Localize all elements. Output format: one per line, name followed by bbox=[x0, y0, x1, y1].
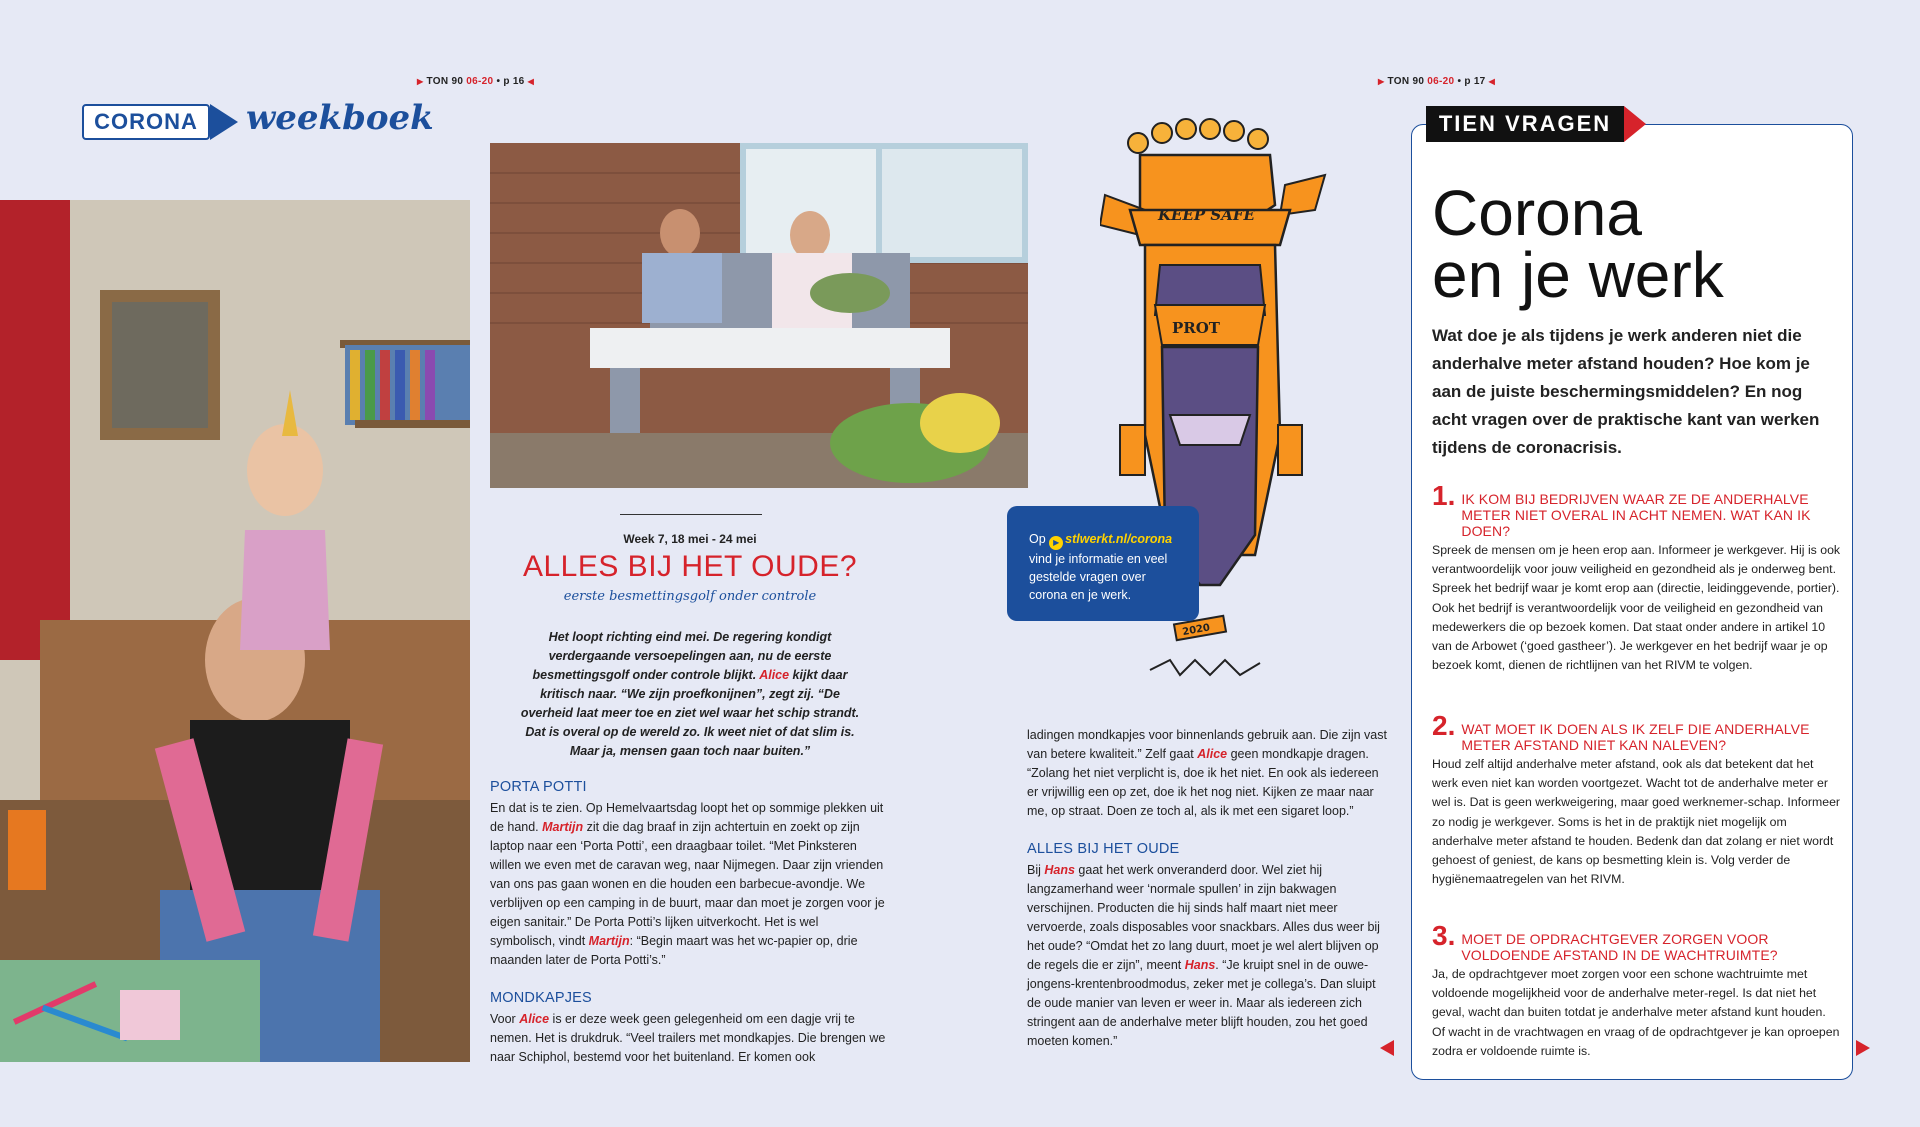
folio-left-arrow-icon: ▶ bbox=[417, 77, 424, 86]
section-script-title: weekboek bbox=[246, 98, 434, 138]
article-column-1 bbox=[490, 778, 886, 1067]
question-3: 3. MOET DE OPDRACHTGEVER ZORGEN VOOR VOLDOENDE AFSTAND IN DE WACHTRUIMTE? Ja, de opdrachtgever moet zorgen voor een schone wachtruimte met voldoende mogelijkheid voor de anderhalve meter-regel. Is dat niet het geval, wacht dan buiten totdat je anderhalve meter afstand kunt houden. Of wacht in de vrachtwagen en vraag of de opdrachtgever je kan oproepen zodra er voldoende ruimte is. bbox=[1432, 920, 1840, 1058]
play-icon: ▶ bbox=[1049, 536, 1063, 550]
paragraph-mondkapjes-cont: ladingen mondkapjes voor binnenlands gebruik aan. Die zijn vast van betere kwaliteit.” Zelf gaat Alice geen mondkapje dragen. “Zolang het niet verplicht is, doe ik het niet. En ook als iedereen er vrijwillig een op zet, doe ik het nog niet. Kijken ze maar naar me, op straat. Doen ze toch al, als ik met een sigaret loop.” bbox=[1027, 728, 1387, 818]
info-box: Op ▶ stlwerkt.nl/corona vind je informatie en veel gestelde vragen over corona en je werk. bbox=[1007, 506, 1199, 621]
info-link[interactable]: stlwerkt.nl/corona bbox=[1065, 532, 1173, 546]
folio-left: ▶ TON 90 06-20 • p 16 ◀ bbox=[417, 76, 535, 87]
folio-right: ▶ TON 90 06-20 • p 17 ◀ bbox=[1378, 76, 1496, 87]
article-headline: ALLES BIJ HET OUDE? bbox=[522, 550, 858, 583]
question-2: 2. WAT MOET IK DOEN ALS IK ZELF DIE ANDERHALVE METER AFSTAND NIET KAN NALEVEN? Houd zelf altijd anderhalve meter afstand, ook als dat betekent dat het werk even niet kan worden voortgezet. Wacht tot de anderhalve meter er wel is. Dat is geen werkweigering, maar goed werknemer-schap. Informeer zo nodig je werkgever. Soms is het in de praktijk niet mogelijk om anderhalve meter afstand te houden. Bedenk dan dat zolang er niet wordt gehoest of geniest, de kans op besmetting klein is. Volg verder de hygiënemaatregelen van het RIVM. bbox=[1432, 710, 1841, 887]
article-intro: Het loopt richting eind mei. De regering kondigt verdergaande versoepelingen aan, nu de eerste besmettingsgolf onder controle blijkt. Alice kijkt daar kritisch naar. “We zijn proefkonijnen”, zegt zij. “De overheid laat meer toe en ziet wel waar het schip strandt. Dat is overal op de wereld zo. Ik weet niet of dat slim is. Maar ja, mensen gaan toch naar buiten.” bbox=[520, 630, 860, 758]
article-rule bbox=[620, 514, 762, 515]
tien-vragen-arrow-icon bbox=[1624, 106, 1646, 142]
section-tag-arrow-icon bbox=[210, 104, 238, 140]
paragraph-mondkapjes: Voor Alice is er deze week geen gelegenheid om een dagje vrij te nemen. Het is drukdruk. “Veel trailers met mondkapjes. Die brengen we naar Schiphol, bestemd voor het buitenland. Er komen ook bbox=[490, 1012, 886, 1064]
paragraph-alles-bij-het-oude: Bij Hans gaat het werk onveranderd door. Wel ziet hij langzamerhand weer ‘normale spullen’ in zijn bakwagen verschijnen. Producten die hij sinds half maart niet meer vervoerde, zoals disposables voor snackbars. Alles dus weer bij het oude? “Omdat het zo lang duurt, moet je wel alert blijven op de regels die er zijn”, meent Hans. “Je kruipt snel in de ouwe-jongens-krentenbroodmodus, zeker met je collega’s. Dan sluipt de oude manier van leven er weer in. Maar als iedereen zich stringent aan de anderhalve meter blijft houden, zou het goed moeten komen.” bbox=[1027, 863, 1380, 1048]
article-column-2 bbox=[1027, 726, 1387, 1051]
article-week: Week 7, 18 mei - 24 mei bbox=[623, 532, 757, 546]
prev-page-arrow-icon[interactable] bbox=[1380, 1040, 1394, 1056]
tien-vragen-tag: TIEN VRAGEN bbox=[1426, 106, 1624, 142]
article-subhead: eerste besmettingsgolf onder controle bbox=[563, 589, 817, 604]
folio-right-arrow-icon: ▶ bbox=[1378, 77, 1385, 86]
right-lead: Wat doe je als tijdens je werk anderen niet die anderhalve meter afstand houden? Hoe kom je aan de juiste beschermingsmiddelen? En nog acht vragen over de praktische kant van werken tijdens de coronacrisis. bbox=[1432, 326, 1820, 457]
section-heading-porta-potti: PORTA POTTI bbox=[490, 779, 587, 795]
section-tag: CORONA bbox=[82, 104, 210, 140]
year-badge-text: 2020 bbox=[1181, 622, 1211, 639]
keep-safe-banner-text: KEEP SAFE bbox=[1158, 206, 1255, 224]
family-portrait-photo bbox=[0, 200, 470, 1062]
garden-couple-photo bbox=[490, 143, 1028, 488]
section-heading-mondkapjes: MONDKAPJES bbox=[490, 990, 592, 1006]
next-page-arrow-icon[interactable] bbox=[1856, 1040, 1870, 1056]
shield-label-text: PROT bbox=[1172, 319, 1220, 337]
question-1: 1. IK KOM BIJ BEDRIJVEN WAAR ZE DE ANDERHALVE METER NIET OVERAL IN ACHT NEMEN. WAT KAN IK DOEN? Spreek de mensen om je heen erop aan. Informeer je werkgever. Hij is ook verantwoordelijk voor jouw veiligheid en gezondheid als je onderweg bent. Spreek het bedrijf waar je komt erop aan (directie, leidinggevende, portier). Ook het bedrijf is verantwoordelijk voor de veiligheid en gezondheid van medewerkers die op bezoek komen. Dat staat onder andere in artikel 10 van de Arbowet (‘goed gastheer’). Je werkgever en het bedrijf waar je op bezoek komt, dienen de richtlijnen van het RIVM te volgen. bbox=[1432, 480, 1841, 673]
paragraph-porta-potti: En dat is te zien. Op Hemelvaartsdag loopt het op sommige plekken uit de hand. Martijn zit die dag braaf in zijn achtertuin en zoekt op zijn laptop naar een ‘Porta Potti’, een draagbaar toilet. “Met Pinksteren willen we even met de caravan weg, naar Nijmegen. Daar zijn vrienden van ons pas gaan wonen en die houden een barbecue-avondje. We verblijven op een camping in de buurt, maar dan moet je zorgen voor je eigen sanitair.” De Porta Potti’s lijken uitverkocht. Het is wel symbolisch, vindt Martijn: “Begin maart was het wc-papier op, drie maanden later de Porta Potti’s.” bbox=[490, 801, 885, 967]
section-heading-alles-bij-het-oude: ALLES BIJ HET OUDE bbox=[1027, 841, 1180, 857]
right-title: Corona en je werk bbox=[1432, 177, 1724, 311]
